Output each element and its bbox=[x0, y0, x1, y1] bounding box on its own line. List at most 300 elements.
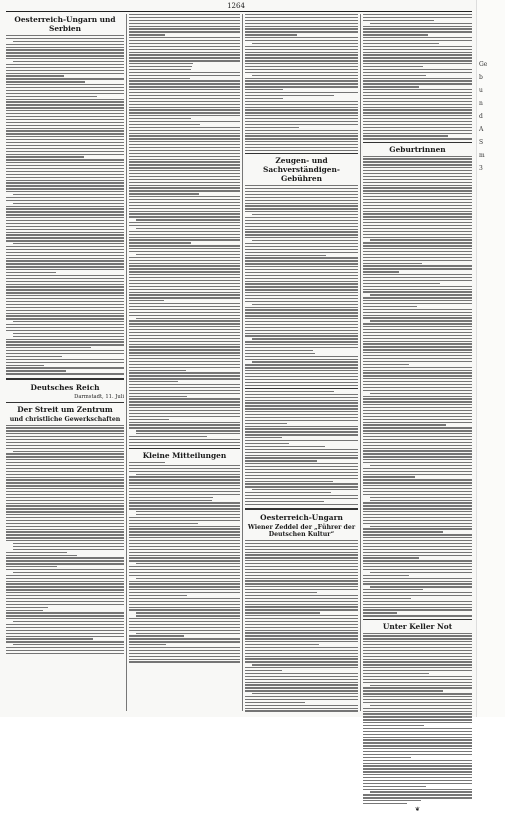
text-line bbox=[6, 650, 124, 651]
text-line bbox=[129, 508, 240, 509]
text-line bbox=[129, 222, 240, 223]
text-line bbox=[363, 381, 472, 382]
text-line bbox=[245, 560, 358, 561]
text-line bbox=[129, 239, 240, 240]
text-line bbox=[129, 387, 240, 388]
text-line bbox=[363, 419, 472, 420]
text-line bbox=[6, 479, 124, 480]
text-line bbox=[6, 494, 124, 495]
text-line bbox=[363, 491, 472, 492]
text-line bbox=[129, 644, 166, 645]
text-line bbox=[13, 543, 124, 544]
text-line bbox=[129, 520, 240, 521]
text-line bbox=[363, 760, 472, 761]
text-line bbox=[363, 199, 472, 200]
article-body-geburtrinnen bbox=[363, 156, 472, 617]
dateline-darmstadt: Darmstadt, 11. Juli bbox=[74, 393, 124, 400]
adjacent-page-edge bbox=[476, 0, 505, 717]
text-line bbox=[6, 647, 124, 648]
text-line bbox=[245, 504, 358, 505]
text-line bbox=[129, 237, 240, 238]
text-line bbox=[245, 66, 358, 67]
text-line bbox=[136, 433, 240, 434]
text-line bbox=[245, 89, 283, 90]
text-line bbox=[13, 203, 124, 204]
text-line bbox=[129, 109, 240, 110]
text-line bbox=[245, 627, 358, 628]
text-line bbox=[363, 101, 472, 102]
text-line bbox=[363, 280, 472, 281]
text-line bbox=[6, 313, 124, 314]
text-line bbox=[363, 598, 411, 599]
text-line bbox=[245, 492, 331, 493]
text-line bbox=[129, 546, 240, 547]
text-line bbox=[6, 99, 124, 100]
text-line bbox=[129, 234, 240, 235]
text-line bbox=[245, 578, 358, 579]
text-line bbox=[245, 580, 358, 581]
text-line bbox=[363, 656, 472, 657]
text-line bbox=[363, 711, 472, 712]
text-line bbox=[6, 165, 124, 166]
text-line bbox=[245, 315, 358, 316]
text-line bbox=[363, 297, 472, 298]
text-line bbox=[129, 424, 240, 425]
text-line bbox=[6, 462, 124, 463]
text-line bbox=[363, 341, 472, 342]
text-line bbox=[129, 263, 240, 264]
text-line bbox=[245, 554, 358, 555]
text-line bbox=[245, 673, 358, 674]
text-line bbox=[370, 23, 472, 24]
text-line bbox=[129, 86, 240, 87]
text-line bbox=[363, 442, 472, 443]
text-line bbox=[6, 260, 124, 261]
text-line bbox=[363, 78, 472, 79]
text-line bbox=[6, 174, 124, 175]
text-line bbox=[363, 133, 472, 134]
text-line bbox=[363, 28, 472, 29]
article-body-wiener-zeddel bbox=[245, 540, 358, 712]
text-line bbox=[129, 46, 240, 47]
text-line bbox=[245, 231, 358, 232]
text-line bbox=[363, 664, 472, 665]
text-line bbox=[245, 330, 358, 331]
text-line bbox=[363, 476, 415, 477]
text-line bbox=[6, 578, 124, 579]
text-line bbox=[6, 47, 124, 48]
text-line bbox=[245, 124, 358, 125]
text-line bbox=[363, 777, 472, 778]
text-line bbox=[245, 133, 358, 134]
text-line bbox=[129, 315, 240, 316]
end-ornament: ❦ bbox=[414, 806, 421, 813]
text-line bbox=[6, 471, 124, 472]
text-line bbox=[363, 433, 472, 434]
text-line bbox=[129, 352, 240, 353]
text-line bbox=[363, 528, 472, 529]
text-line bbox=[363, 43, 439, 44]
text-line bbox=[13, 621, 124, 622]
header-rule bbox=[6, 11, 472, 12]
text-line bbox=[370, 705, 472, 706]
text-line bbox=[363, 187, 472, 188]
text-line bbox=[363, 557, 419, 558]
text-line bbox=[129, 422, 240, 423]
section-rule bbox=[363, 619, 472, 620]
text-line bbox=[129, 609, 240, 610]
text-line bbox=[6, 232, 124, 233]
text-line bbox=[363, 413, 472, 414]
text-line bbox=[245, 618, 358, 619]
text-line bbox=[129, 581, 240, 582]
text-line bbox=[129, 40, 240, 41]
text-line bbox=[245, 563, 358, 564]
text-line bbox=[363, 430, 472, 431]
text-line bbox=[363, 581, 472, 582]
text-line bbox=[6, 324, 124, 325]
text-line bbox=[136, 254, 240, 255]
text-line bbox=[363, 609, 472, 610]
text-line bbox=[363, 323, 472, 324]
text-line bbox=[363, 569, 472, 570]
text-line bbox=[129, 257, 240, 258]
text-line bbox=[363, 757, 411, 758]
text-line bbox=[363, 75, 426, 76]
text-line bbox=[129, 367, 240, 368]
text-line bbox=[6, 534, 124, 535]
text-line bbox=[129, 14, 240, 15]
text-line bbox=[363, 364, 409, 365]
text-line bbox=[363, 306, 417, 307]
text-line bbox=[363, 679, 472, 680]
text-line bbox=[245, 417, 358, 418]
text-line bbox=[363, 456, 472, 457]
text-line bbox=[13, 41, 124, 42]
text-line bbox=[245, 60, 358, 61]
text-line bbox=[6, 298, 124, 299]
text-line bbox=[6, 485, 124, 486]
text-line bbox=[13, 61, 124, 62]
edge-fragment: u bbox=[479, 87, 483, 94]
text-line bbox=[363, 453, 472, 454]
text-line bbox=[6, 168, 124, 169]
section-divider bbox=[245, 508, 358, 510]
text-line bbox=[363, 800, 421, 801]
text-line bbox=[129, 268, 240, 269]
section-divider bbox=[6, 378, 124, 380]
text-line bbox=[129, 349, 240, 350]
text-line bbox=[245, 130, 358, 131]
text-line bbox=[363, 739, 472, 740]
text-line bbox=[363, 335, 472, 336]
subheadline-gewerkschaften: und christliche Gewerkschaften bbox=[9, 415, 121, 423]
text-line bbox=[245, 423, 287, 424]
text-line bbox=[129, 557, 240, 558]
text-line bbox=[363, 774, 472, 775]
text-line bbox=[363, 589, 423, 590]
text-line bbox=[129, 572, 240, 573]
text-line bbox=[363, 462, 472, 463]
text-line bbox=[129, 182, 240, 183]
text-line bbox=[363, 127, 472, 128]
text-line bbox=[129, 173, 240, 174]
text-line bbox=[363, 725, 424, 726]
text-line bbox=[363, 737, 472, 738]
text-line bbox=[6, 607, 48, 608]
text-line bbox=[129, 31, 240, 32]
edge-fragment: 3 bbox=[479, 165, 483, 172]
text-line bbox=[363, 789, 472, 790]
text-line bbox=[129, 410, 240, 411]
text-line bbox=[363, 644, 472, 645]
text-line bbox=[129, 566, 240, 567]
text-line bbox=[136, 633, 240, 634]
text-line bbox=[6, 180, 124, 181]
text-line bbox=[6, 459, 124, 460]
text-line bbox=[363, 555, 472, 556]
text-line bbox=[245, 249, 358, 250]
text-line bbox=[245, 101, 358, 102]
text-line bbox=[363, 563, 472, 564]
text-line bbox=[129, 75, 240, 76]
text-line bbox=[363, 118, 472, 119]
text-line bbox=[363, 173, 472, 174]
text-line bbox=[245, 191, 358, 192]
text-line bbox=[245, 426, 358, 427]
text-line bbox=[6, 75, 64, 76]
text-line bbox=[245, 86, 358, 87]
text-line bbox=[245, 52, 358, 53]
text-line bbox=[129, 43, 240, 44]
text-line bbox=[6, 583, 124, 584]
text-line bbox=[245, 318, 358, 319]
text-line bbox=[129, 604, 240, 605]
text-line bbox=[363, 763, 472, 764]
text-line bbox=[129, 661, 240, 662]
text-line bbox=[129, 127, 240, 128]
text-line bbox=[245, 486, 358, 487]
text-line bbox=[6, 589, 124, 590]
text-line bbox=[370, 393, 472, 394]
text-line bbox=[6, 491, 124, 492]
text-line bbox=[363, 367, 472, 368]
text-line bbox=[129, 384, 240, 385]
text-line bbox=[245, 699, 358, 700]
text-line bbox=[6, 177, 124, 178]
text-line bbox=[245, 28, 358, 29]
text-line bbox=[13, 243, 124, 244]
text-line bbox=[129, 286, 240, 287]
text-line bbox=[245, 223, 358, 224]
text-line bbox=[245, 379, 358, 380]
text-line bbox=[6, 362, 124, 363]
text-line bbox=[129, 488, 240, 489]
text-line bbox=[245, 457, 358, 458]
text-line bbox=[363, 647, 472, 648]
text-line bbox=[245, 469, 358, 470]
text-line bbox=[6, 581, 124, 582]
edge-fragment: b bbox=[479, 74, 483, 81]
text-line bbox=[6, 563, 124, 564]
text-line bbox=[6, 35, 124, 36]
text-line bbox=[136, 228, 240, 229]
text-line bbox=[363, 312, 472, 313]
text-line bbox=[245, 327, 358, 328]
text-line bbox=[363, 427, 472, 428]
text-line bbox=[245, 601, 358, 602]
text-line bbox=[245, 78, 358, 79]
text-line bbox=[363, 257, 472, 258]
text-line bbox=[129, 534, 240, 535]
text-line bbox=[363, 95, 472, 96]
text-line bbox=[363, 138, 472, 139]
text-line bbox=[245, 653, 358, 654]
text-line bbox=[6, 281, 124, 282]
text-line bbox=[245, 644, 319, 645]
text-line bbox=[363, 537, 472, 538]
text-line bbox=[363, 66, 423, 67]
text-line bbox=[129, 427, 240, 428]
text-line bbox=[363, 734, 472, 735]
text-line bbox=[129, 560, 240, 561]
text-line bbox=[245, 34, 297, 35]
text-line bbox=[129, 517, 240, 518]
text-line bbox=[245, 112, 358, 113]
text-line bbox=[245, 449, 358, 450]
text-line bbox=[245, 650, 358, 651]
text-line bbox=[129, 150, 240, 151]
column-1 bbox=[6, 14, 124, 711]
text-line bbox=[6, 523, 124, 524]
text-line bbox=[245, 606, 358, 607]
text-line bbox=[129, 618, 240, 619]
text-line bbox=[363, 398, 472, 399]
text-line bbox=[363, 228, 472, 229]
text-line bbox=[129, 179, 240, 180]
text-line bbox=[6, 266, 124, 267]
headline-geburtrinnen: Geburtrinnen bbox=[389, 144, 446, 154]
text-line bbox=[363, 520, 472, 521]
text-line bbox=[129, 540, 240, 541]
text-line bbox=[363, 731, 472, 732]
article-body-upper bbox=[245, 14, 358, 151]
text-line bbox=[245, 460, 317, 461]
text-line bbox=[6, 503, 124, 504]
text-line bbox=[129, 526, 240, 527]
text-line bbox=[363, 92, 472, 93]
text-line bbox=[6, 517, 124, 518]
text-line bbox=[363, 780, 472, 781]
text-line bbox=[129, 274, 240, 275]
text-line bbox=[245, 684, 358, 685]
column-divider bbox=[242, 14, 243, 711]
text-line bbox=[6, 90, 124, 91]
text-line bbox=[363, 260, 472, 261]
text-line bbox=[363, 14, 472, 15]
text-line bbox=[6, 439, 124, 440]
text-line bbox=[129, 196, 240, 197]
text-line bbox=[6, 327, 124, 328]
text-line bbox=[245, 609, 358, 610]
text-line bbox=[245, 309, 358, 310]
text-line bbox=[370, 239, 472, 240]
text-line bbox=[363, 595, 472, 596]
text-line bbox=[245, 234, 358, 235]
column-3 bbox=[245, 14, 358, 711]
text-line bbox=[363, 303, 472, 304]
text-line bbox=[363, 479, 472, 480]
text-line bbox=[363, 283, 440, 284]
text-line bbox=[245, 478, 358, 479]
text-line bbox=[363, 161, 472, 162]
text-line bbox=[245, 115, 358, 116]
text-line bbox=[363, 182, 472, 183]
text-line bbox=[6, 214, 124, 215]
text-line bbox=[6, 497, 124, 498]
text-line bbox=[245, 428, 358, 429]
text-line bbox=[129, 624, 240, 625]
edge-fragment: m bbox=[479, 152, 485, 159]
text-line bbox=[129, 98, 240, 99]
text-line bbox=[6, 598, 124, 599]
text-line bbox=[6, 278, 124, 279]
text-line bbox=[6, 272, 56, 273]
text-line bbox=[363, 112, 472, 113]
headline-oesterreich-serbien: Oesterreich-Ungarn und Serbien bbox=[14, 15, 116, 33]
text-line bbox=[129, 17, 240, 18]
text-line bbox=[6, 560, 124, 561]
text-line bbox=[129, 112, 240, 113]
text-line bbox=[363, 34, 428, 35]
text-line bbox=[363, 560, 472, 561]
text-line bbox=[245, 150, 358, 151]
text-line bbox=[6, 182, 124, 183]
text-line bbox=[6, 638, 93, 639]
text-line bbox=[245, 615, 358, 616]
text-line bbox=[363, 659, 472, 660]
text-line bbox=[363, 72, 472, 73]
text-line bbox=[6, 249, 124, 250]
text-line bbox=[363, 534, 472, 535]
text-line bbox=[129, 159, 240, 160]
text-line bbox=[245, 83, 358, 84]
text-line bbox=[363, 638, 472, 639]
text-line bbox=[6, 284, 124, 285]
text-line bbox=[245, 197, 358, 198]
text-line bbox=[129, 552, 240, 553]
text-line bbox=[129, 124, 200, 125]
headline-zeugen-gebuehren: Zeugen- und Sachverständigen-Gebühren bbox=[263, 156, 340, 184]
text-line bbox=[245, 443, 289, 444]
text-line bbox=[245, 356, 358, 357]
text-line bbox=[245, 57, 358, 58]
text-line bbox=[6, 468, 124, 469]
text-line bbox=[129, 653, 240, 654]
text-line bbox=[245, 20, 358, 21]
text-line bbox=[136, 612, 240, 613]
text-line bbox=[363, 317, 472, 318]
text-line bbox=[252, 338, 358, 339]
text-line bbox=[129, 49, 240, 50]
text-line bbox=[6, 586, 124, 587]
text-line bbox=[363, 653, 472, 654]
text-line bbox=[363, 765, 472, 766]
text-line bbox=[129, 260, 240, 261]
text-line bbox=[363, 196, 472, 197]
text-line bbox=[6, 627, 124, 628]
text-line bbox=[363, 315, 472, 316]
